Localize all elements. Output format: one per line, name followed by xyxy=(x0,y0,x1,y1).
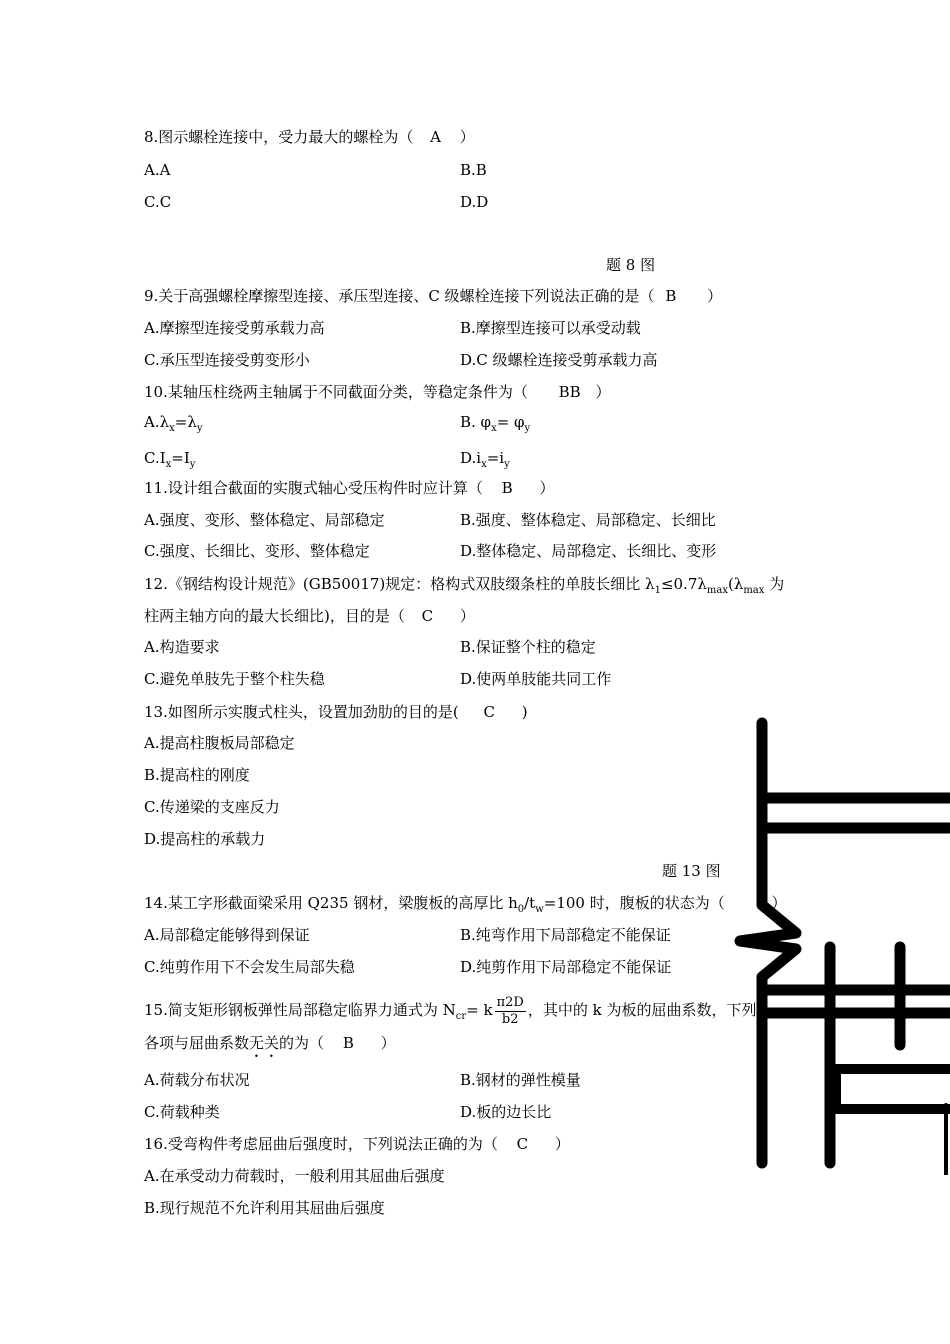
answer: C xyxy=(483,703,495,721)
q14-option-c: C.纯剪作用下不会发生局部失稳 xyxy=(144,958,355,976)
answer: BB xyxy=(558,383,581,401)
answer: B xyxy=(501,479,513,497)
q12-stem-line2 xyxy=(144,606,475,626)
q16-stem xyxy=(144,1134,570,1154)
q11-option-a: A.强度、变形、整体稳定、局部稳定 xyxy=(144,511,385,529)
q8-figure-caption: 题 8 图 xyxy=(606,256,656,274)
close-paren: ） xyxy=(554,1135,570,1153)
q13-option-b: B.提高柱的刚度 xyxy=(144,766,250,784)
q16-option-a: A.在承受动力荷载时，一般利用其屈曲后强度 xyxy=(144,1167,445,1185)
q13-figure-caption: 题 13 图 xyxy=(662,862,721,880)
q15-stem-line1: 15.简支矩形钢板弹性局部稳定临界力通式为 $N_{cr}= k$ $\frac{\pi 2D}{b2}$ ，其中的 k 为板的屈曲系数，下列 xyxy=(144,994,757,1027)
q9-option-a: A.摩擦型连接受剪承载力高 xyxy=(144,319,325,337)
q12-option-c: C.避免单肢先于整个柱失稳 xyxy=(144,670,325,688)
q15-option-d: D.板的边长比 xyxy=(460,1103,552,1121)
q8-option-a: A.A xyxy=(144,161,171,179)
column-flange-line xyxy=(740,723,796,1163)
question-text: 柱两主轴方向的最大长细比)，目的是（ xyxy=(144,607,405,625)
close-paren: ） xyxy=(459,128,475,146)
q10-option-b: B. $\varphi_x= \varphi_y$ xyxy=(460,413,531,434)
q8-option-b: B.B xyxy=(460,161,487,179)
close-paren: ） xyxy=(459,607,475,625)
q15-stem-line2: 各项与屈曲系数无关的为（ B ） xyxy=(144,1034,396,1052)
q8-option-d: D.D xyxy=(460,193,489,211)
q13-option-c: C.传递梁的支座反力 xyxy=(144,798,280,816)
q12-option-b: B.保证整个柱的稳定 xyxy=(460,638,596,656)
q10-stem xyxy=(144,382,610,402)
answer: B xyxy=(342,1034,354,1052)
q11-option-d: D.整体稳定、局部稳定、长细比、变形 xyxy=(460,542,717,560)
q15-option-a: A.荷载分布状况 xyxy=(144,1071,250,1089)
q12-option-d: D.使两单肢能共同工作 xyxy=(460,670,612,688)
q9-stem xyxy=(144,286,722,306)
q9-option-c: C.承压型连接受剪变形小 xyxy=(144,351,310,369)
q13-option-d: D.提高柱的承载力 xyxy=(144,830,266,848)
answer: C xyxy=(421,607,434,625)
answer: B xyxy=(665,287,677,305)
question-text: 11.设计组合截面的实腹式轴心受压构件时应计算（ xyxy=(144,479,483,497)
q13-stem xyxy=(144,702,528,722)
q9-option-b: B.摩擦型连接可以承受动载 xyxy=(460,319,641,337)
q12-stem-line1: 12.《钢结构设计规范》(GB50017)规定：格构式双肢缀条柱的单肢长细比 $\lambda_1\le 0.7\lambda_{max}(\lambda_{max}$ 为 xyxy=(144,575,785,596)
q9-option-d: D.C 级螺栓连接受剪承载力高 xyxy=(460,351,658,369)
close-paren: ） xyxy=(380,1034,396,1052)
q10-option-d: $D.i_x=i_y$ xyxy=(460,449,510,470)
q8-stem xyxy=(144,127,475,147)
emphasis-text: 无关 xyxy=(249,1034,280,1052)
answer: A xyxy=(430,128,441,146)
q10-option-a: $A.\lambda_x=\lambda_y$ xyxy=(144,413,203,434)
q15-option-b: B.钢材的弹性模量 xyxy=(460,1071,581,1089)
question-text: 13.如图所示实腹式柱头，设置加劲肋的目的是( xyxy=(144,703,459,721)
bearing-block xyxy=(836,1069,950,1109)
q14-option-b: B.纯弯作用下局部稳定不能保证 xyxy=(460,926,671,944)
q11-option-c: C.强度、长细比、变形、整体稳定 xyxy=(144,542,370,560)
question-text: 10.某轴压柱绕两主轴属于不同截面分类，等稳定条件为（ xyxy=(144,383,528,401)
q13-option-a: A.提高柱腹板局部稳定 xyxy=(144,734,295,752)
q12-option-a: A.构造要求 xyxy=(144,638,220,656)
close-paren: ） xyxy=(539,479,555,497)
answer: C xyxy=(516,1135,529,1153)
q16-option-b: B.现行规范不允许利用其屈曲后强度 xyxy=(144,1199,385,1217)
q8-option-c: C.C xyxy=(144,193,172,211)
close-paren: ) xyxy=(521,703,528,721)
q11-stem xyxy=(144,478,554,498)
close-paren: ） xyxy=(771,894,787,912)
q14-option-a: A.局部稳定能够得到保证 xyxy=(144,926,310,944)
q14-option-d: D.纯剪作用下局部稳定不能保证 xyxy=(460,958,672,976)
close-paren: ） xyxy=(707,287,723,305)
question-text: 8.图示螺栓连接中，受力最大的螺栓为（ xyxy=(144,128,414,146)
q10-option-c: $C.I_x=I_y$ xyxy=(144,449,196,470)
column-head-drawing xyxy=(740,723,950,1175)
q11-option-b: B.强度、整体稳定、局部稳定、长细比 xyxy=(460,511,716,529)
close-paren: ） xyxy=(595,383,611,401)
question-text: 9.关于高强螺栓摩擦型连接、承压型连接、C 级螺栓连接下列说法正确的是（ xyxy=(144,287,655,305)
q15-option-c: C.荷载种类 xyxy=(144,1103,220,1121)
question-text: 16.受弯构件考虑屈曲后强度时，下列说法正确的为（ xyxy=(144,1135,498,1153)
critical-force-fraction: $\frac{\pi 2D}{b2}$ xyxy=(496,994,524,1027)
column-head-figure xyxy=(720,715,950,1175)
q14-stem: 14.某工字形截面梁采用 Q235 钢材，梁腹板的高厚比 $h_0/t_w=100$ 时，腹板的状态为（ ） xyxy=(144,894,787,915)
